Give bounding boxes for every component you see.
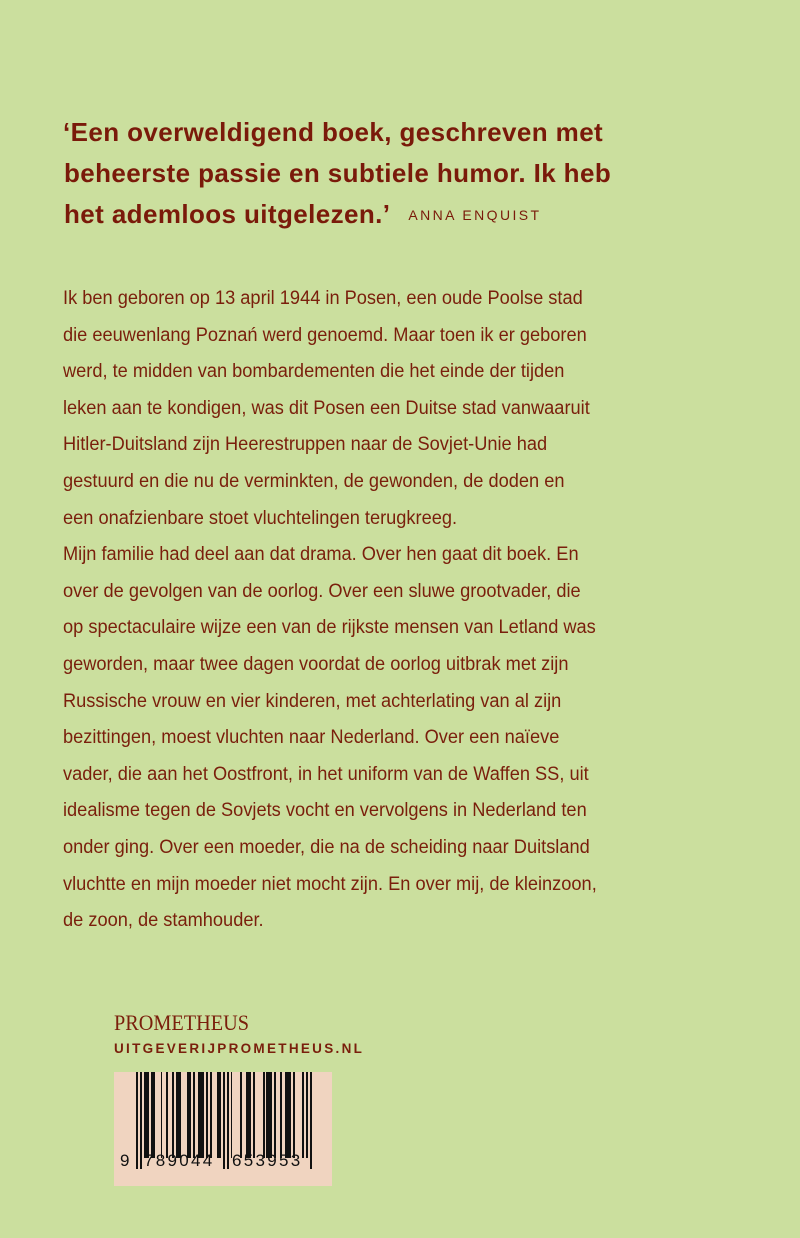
quote-line-3-text: het ademloos uitgelezen.’ [64,199,391,229]
blurb-line: die eeuwenlang Poznań werd genoemd. Maar toen ik er geboren [63,323,587,346]
quote-line-1: ‘Een overweldigend boek, geschreven met [63,117,604,147]
publisher-website: UITGEVERIJPROMETHEUS.NL [114,1041,365,1056]
blurb-line: Hitler-Duitsland zijn Heerestruppen naar de Sovjet-Unie had [63,433,548,456]
blurb-line: een onafzienbare stoet vluchtelingen terugkreeg. [63,506,458,529]
review-quote [63,112,703,236]
blurb-line: over de gevolgen van de oorlog. Over een sluwe grootvader, die [63,579,581,602]
blurb-line: de zoon, de stamhouder. [63,909,264,932]
blurb-line: geworden, maar twee dagen voordat de oorlog uitbrak met zijn [63,652,569,675]
blurb-line: idealisme tegen de Sovjets vocht en vervolgens in Nederland ten [63,799,587,822]
quote-attribution: ANNA ENQUIST [408,207,542,223]
blurb-line: vader, die aan het Oostfront, in het uniform van de Waffen SS, uit [63,762,589,785]
blurb-line: Mijn familie had deel aan dat drama. Over hen gaat dit boek. En [63,543,579,566]
publisher-logo: PROMETHEUS [114,1010,249,1035]
blurb-line: gestuurd en die nu de verminkten, de gewonden, de doden en [63,469,565,492]
blurb-text [63,280,714,939]
blurb-line: op spectaculaire wijze een van de rijkste mensen van Letland was [63,616,596,639]
blurb-line: Ik ben geboren op 13 april 1944 in Posen, een oude Poolse stad [63,287,583,309]
blurb-line: leken aan te kondigen, was dit Posen een Duitse stad vanwaaruit [63,396,590,419]
barcode-digit-left: 789044 [144,1151,215,1170]
blurb-line: werd, te midden van bombardementen die het einde der tijden [63,360,565,383]
barcode-module [310,1072,312,1169]
blurb-line: Russische vrouw en vier kinderen, met achterlating van al zijn [63,689,562,712]
blurb-line: onder ging. Over een moeder, die na de scheiding naar Duitsland [63,835,590,858]
isbn-barcode [114,1072,332,1186]
blurb-line: vluchtte en mijn moeder niet mocht zijn. En over mij, de kleinzoon, [63,872,597,895]
quote-line-2: beheerste passie en subtiele humor. Ik heb [64,158,612,188]
quote-line-3 [63,194,703,236]
barcode-digit-prefix: 9 [120,1151,132,1170]
barcode-digit-right: 653953 [232,1151,303,1170]
blurb-line: bezittingen, moest vluchten naar Nederland. Over een naïeve [63,726,560,749]
